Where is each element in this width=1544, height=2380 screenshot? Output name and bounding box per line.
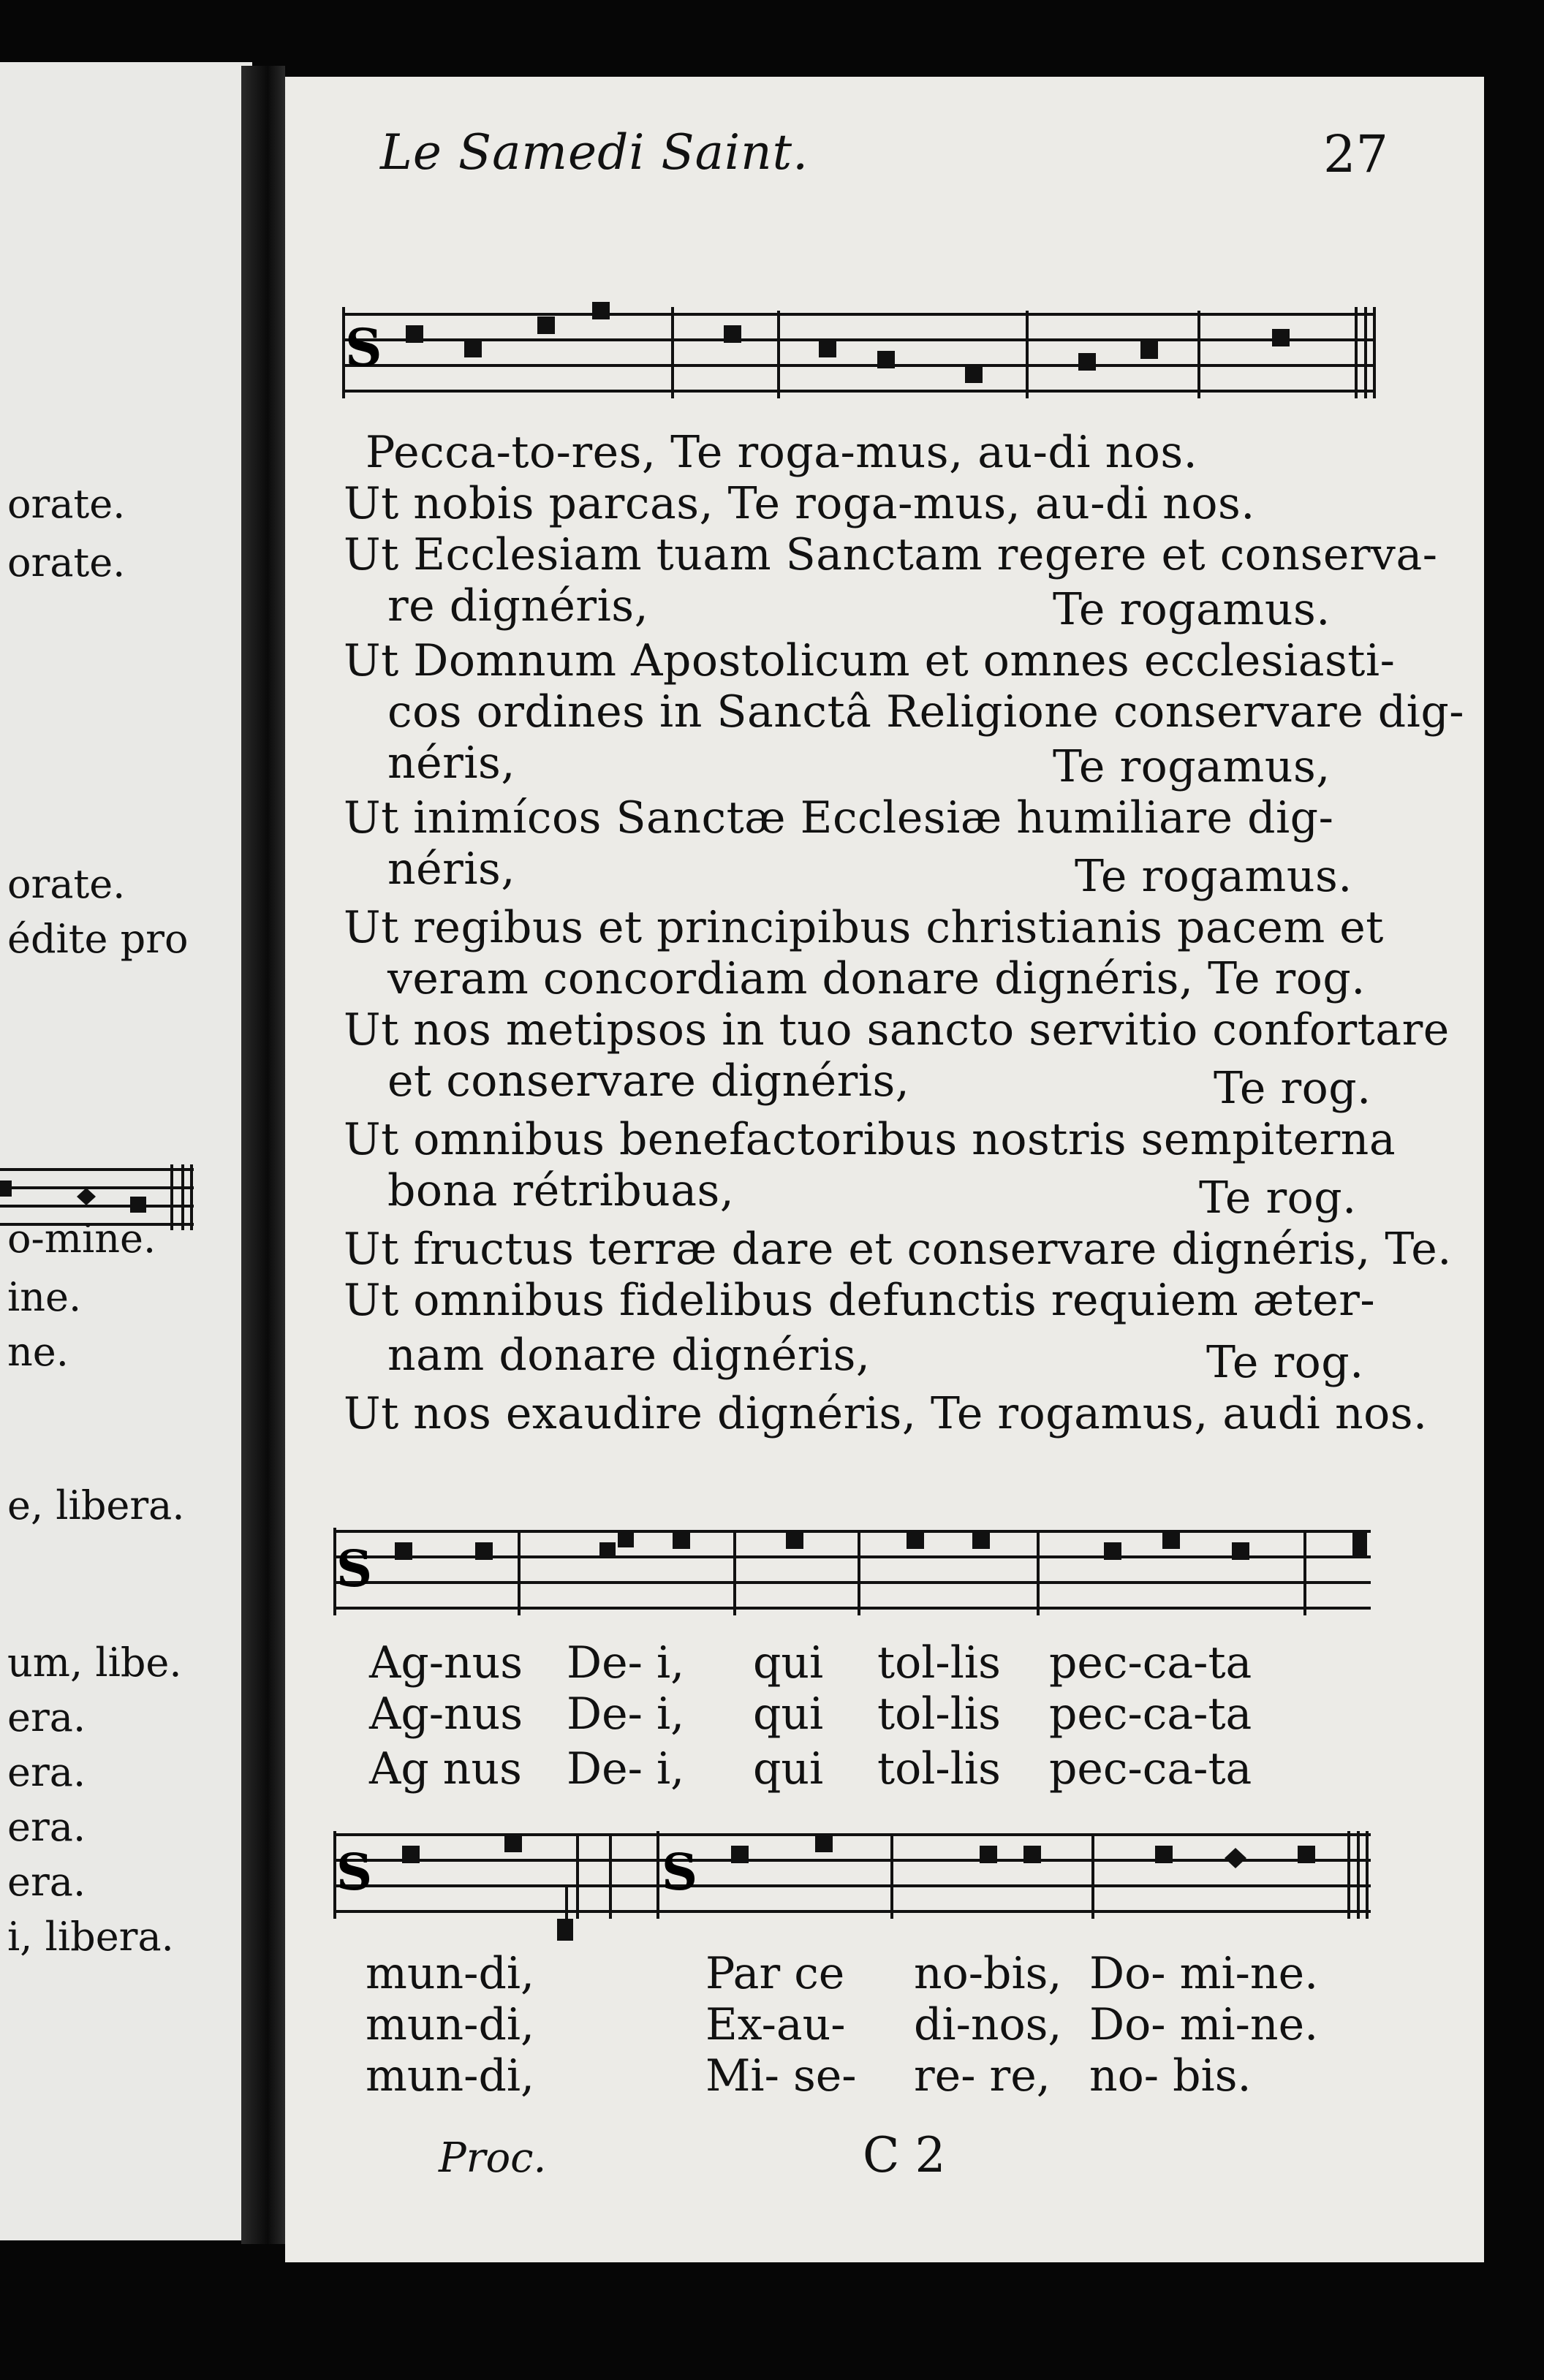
left-page-line: um, libe.	[7, 1640, 182, 1686]
response-syllable: re- re,	[914, 2050, 1051, 2102]
response-syllable: mun-di,	[366, 1948, 535, 1999]
litany-line: Te rogamus.	[1053, 584, 1331, 635]
response-syllable: mun-di,	[366, 2050, 535, 2102]
agnus-syllable: De- i,	[567, 1689, 685, 1740]
response-syllable: Do- mi-ne.	[1089, 1999, 1319, 2050]
litany-line: Ut nobis parcas, Te roga-mus, au-di nos.	[344, 478, 1255, 529]
svg-text:S: S	[336, 1843, 373, 1902]
left-page-line: i, libera.	[7, 1914, 174, 1960]
litany-line: Ut omnibus benefactoribus nostris sempiterna	[344, 1114, 1396, 1165]
litany-line: Te rog.	[1214, 1063, 1371, 1114]
agnus-syllable: pec-ca-ta	[1049, 1743, 1252, 1795]
svg-text:S: S	[345, 317, 382, 378]
left-page-fragment	[0, 62, 252, 2240]
response-syllable: no- bis.	[1089, 2050, 1252, 2102]
left-page-line: ne.	[7, 1329, 69, 1375]
agnus-syllable: De- i,	[567, 1743, 685, 1795]
agnus-syllable: pec-ca-ta	[1049, 1689, 1252, 1740]
chant-staff-3	[329, 1820, 1382, 1944]
left-page-line: édite pro	[7, 916, 189, 962]
response-syllable: Ex-au-	[705, 1999, 846, 2050]
litany-line: Ut regibus et principibus christianis pacem et	[344, 902, 1384, 953]
agnus-syllable: tol-lis	[877, 1637, 1001, 1689]
litany-line: nam donare dignéris,	[387, 1330, 871, 1381]
litany-line: Ut omnibus fidelibus defunctis requiem æter-	[344, 1275, 1376, 1326]
agnus-syllable: Ag-nus	[369, 1689, 523, 1740]
left-page-line: era.	[7, 1859, 86, 1905]
left-page-line: orate.	[7, 539, 126, 585]
signature-mark: C 2	[863, 2127, 946, 2183]
left-page-line: o-mine.	[7, 1216, 156, 1262]
left-page-line: era.	[7, 1694, 86, 1740]
response-syllable: Par ce	[705, 1948, 845, 1999]
litany-line: Ut nos exaudire dignéris, Te rogamus, audi nos.	[344, 1388, 1428, 1439]
litany-line: Ut nos metipsos in tuo sancto servitio confortare	[344, 1004, 1450, 1056]
chant-staff-1	[336, 296, 1389, 413]
svg-text:S: S	[336, 1540, 373, 1599]
litany-line: Te rog.	[1199, 1172, 1357, 1224]
response-syllable: Do- mi-ne.	[1089, 1948, 1319, 1999]
agnus-syllable: qui	[753, 1743, 824, 1795]
book-gutter	[241, 66, 285, 2244]
litany-line: Ut Ecclesiam tuam Sanctam regere et conserva-	[344, 529, 1438, 580]
litany-line: bona rétribuas,	[387, 1165, 735, 1216]
litany-line: Ut Domnum Apostolicum et omnes ecclesiasti-	[344, 635, 1396, 686]
agnus-syllable: pec-ca-ta	[1049, 1637, 1252, 1689]
left-page-line: e, libera.	[7, 1482, 185, 1528]
svg-text:S: S	[662, 1843, 698, 1902]
chant-staff-2	[329, 1517, 1382, 1626]
agnus-syllable: Ag-nus	[369, 1637, 523, 1689]
agnus-syllable: De- i,	[567, 1637, 685, 1689]
litany-line: néris,	[387, 738, 515, 789]
response-syllable: no-bis,	[914, 1948, 1062, 1999]
page-number: 27	[1323, 124, 1389, 184]
agnus-syllable: Ag nus	[369, 1743, 522, 1795]
left-page-line: era.	[7, 1804, 86, 1850]
litany-line: néris,	[387, 844, 515, 895]
left-page-line: orate.	[7, 861, 126, 907]
litany-line: veram concordiam donare dignéris, Te rog.	[387, 953, 1366, 1004]
litany-line: Pecca-to-res, Te roga-mus, au-di nos.	[366, 427, 1198, 478]
litany-line: re dignéris,	[387, 580, 649, 632]
catchword: Proc.	[439, 2134, 547, 2182]
left-page-line: orate.	[7, 481, 126, 527]
agnus-syllable: qui	[753, 1637, 824, 1689]
litany-line: Ut inimícos Sanctæ Ecclesiæ humiliare dig-	[344, 792, 1334, 844]
agnus-syllable: tol-lis	[877, 1689, 1001, 1740]
litany-line: cos ordines in Sanctâ Religione conservare dig-	[387, 686, 1465, 738]
litany-line: Ut fructus terræ dare et conservare dignéris, Te.	[344, 1224, 1452, 1275]
left-page-line: ine.	[7, 1274, 82, 1320]
page-title: Le Samedi Saint.	[380, 124, 809, 181]
litany-line: et conservare dignéris,	[387, 1056, 910, 1107]
agnus-syllable: qui	[753, 1689, 824, 1740]
left-page-line: era.	[7, 1749, 86, 1795]
response-syllable: mun-di,	[366, 1999, 535, 2050]
agnus-syllable: tol-lis	[877, 1743, 1001, 1795]
litany-line: Te rog.	[1206, 1337, 1364, 1388]
litany-line: Te rogamus,	[1053, 741, 1331, 792]
litany-line: Te rogamus.	[1075, 851, 1352, 902]
response-syllable: Mi- se-	[705, 2050, 857, 2102]
response-syllable: di-nos,	[914, 1999, 1062, 2050]
